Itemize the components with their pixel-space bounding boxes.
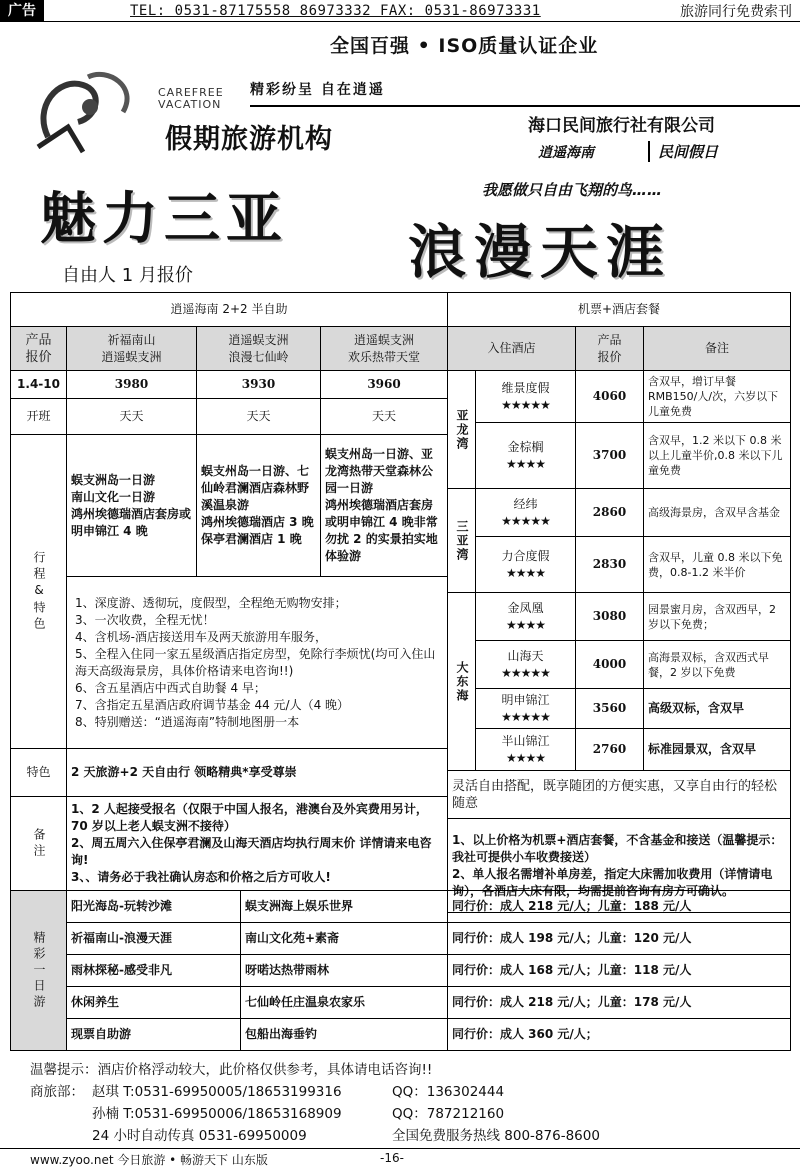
star-rating-icon: ★★★★★ xyxy=(501,397,550,412)
hotel-cell: 经纬 ★★★★★ xyxy=(476,489,576,537)
day-tours-label: 精彩一日游 xyxy=(11,891,67,1051)
feature-item: 8、特别赠送：“逍遥海南”特制地图册一本 xyxy=(75,714,300,729)
note-item: 2、周五周六入住保亭君澜及山海天酒店均执行周末价 详情请来电咨询! xyxy=(71,836,432,867)
star-rating-icon: ★★★★ xyxy=(505,617,546,632)
bottom-bar xyxy=(0,1148,800,1167)
site-line: www.zyoo.net 今日旅游 • 畅游天下 山东版 xyxy=(30,1153,268,1167)
itinerary-text: 蜈支州岛一日游、亚龙湾热带天堂森林公园一日游 鸿州埃德瑞酒店套房或明申锦江 4 晚非常勿扰 2 的实景拍实地体验游 xyxy=(321,435,448,577)
brand-area xyxy=(0,23,800,173)
star-rating-icon: ★★★★★ xyxy=(501,665,550,680)
hotel-price: 2830 xyxy=(576,537,644,593)
hotel-price: 4000 xyxy=(576,641,644,689)
tour-name: 呀喏达热带雨林 xyxy=(241,955,448,987)
tour-name: 雨林探秘-感受非凡 xyxy=(67,955,241,987)
notes-cell xyxy=(67,797,448,891)
qq-1: QQ：136302444 xyxy=(392,1084,505,1100)
hotel-note: 标准园景双，含双早 xyxy=(644,729,791,771)
col-price: 产品 报价 xyxy=(576,327,644,371)
contact-1: 赵琪 T:0531-69950005/18653199316 xyxy=(92,1084,342,1100)
left-package-table xyxy=(10,292,448,891)
star-rating-icon: ★★★★★ xyxy=(501,709,550,724)
special-text: 2 天旅游+2 天自由行 领略精典*享受尊崇 xyxy=(67,749,448,797)
carefree-text: CAREFREE VACATION xyxy=(158,86,224,111)
feature-item: 4、含机场-酒店接送用车及两天旅游用车服务， xyxy=(75,629,327,644)
hotel-cell: 山海天 ★★★★★ xyxy=(476,641,576,689)
schedule-label: 开班 xyxy=(11,399,67,435)
special-label: 特色 xyxy=(11,749,67,797)
footer xyxy=(0,1056,800,1150)
note-item: 1、以上价格为机票+酒店套餐，不含基金和接送（温馨提示：我社可提供小车收费接送） xyxy=(452,832,783,864)
qq-2: QQ：787212160 xyxy=(392,1106,505,1122)
hotel-price: 3080 xyxy=(576,593,644,641)
price-value: 3960 xyxy=(321,371,448,399)
right-special-text: 灵活自由搭配，既享随团的方便实惠，又享自由行的轻松随意 xyxy=(448,771,791,819)
agency-logos xyxy=(538,136,758,166)
price-value: 3980 xyxy=(67,371,197,399)
tour-name: 祈福南山-浪漫天涯 xyxy=(67,923,241,955)
price-title: 自由人 1 月报价 xyxy=(62,265,193,286)
product-name: 逍遥蜈支洲 欢乐热带天堂 xyxy=(321,327,448,371)
hotel-note: 含双早，儿童 0.8 米以下免费，0.8-1.2 米半价 xyxy=(644,537,791,593)
main-title-left: 魅力三亚 xyxy=(40,186,288,252)
right-package-table xyxy=(447,292,791,913)
slogan-mid: 精彩纷呈 自在逍遥 xyxy=(250,82,385,98)
star-rating-icon: ★★★★ xyxy=(505,456,546,471)
feature-item: 1、深度游、透彻玩，度假型，全程绝无购物安排； xyxy=(75,595,347,610)
date-label: 1.4-10 xyxy=(11,371,67,399)
tour-price: 同行价：成人 218 元/人；儿童：178 元/人 xyxy=(448,987,791,1019)
hotel-cell: 金凤凰 ★★★★ xyxy=(476,593,576,641)
tour-price: 同行价：成人 198 元/人；儿童：120 元/人 xyxy=(448,923,791,955)
star-rating-icon: ★★★★★ xyxy=(501,513,550,528)
product-name: 祈福南山 逍遥蜈支洲 xyxy=(67,327,197,371)
schedule-value: 天天 xyxy=(67,399,197,435)
hotel-note: 高海景双标，含双西式早餐，2 岁以下免费 xyxy=(644,641,791,689)
right-section-title: 机票+酒店套餐 xyxy=(448,293,791,327)
tour-price: 同行价：成人 360 元/人； xyxy=(448,1019,791,1051)
fax-line: 24 小时自动传真 0531-69950009 xyxy=(92,1128,307,1144)
brand-name: 假期旅游机构 xyxy=(165,124,333,155)
tour-name: 南山文化苑+素斋 xyxy=(241,923,448,955)
product-name: 逍遥蜈支洲 浪漫七仙岭 xyxy=(197,327,321,371)
bird-slogan: 我愿做只自由飞翔的鸟…… xyxy=(482,181,663,199)
itinerary-text: 蜈支州岛一日游、七仙岭君澜酒店森林野溪温泉游 鸿州埃德瑞酒店 3 晚保亭君澜酒店 1 晚 xyxy=(197,435,321,577)
product-label: 产品 报价 xyxy=(11,327,67,371)
features-cell xyxy=(67,577,448,749)
hotel-price: 3560 xyxy=(576,689,644,729)
notes-label: 备注 xyxy=(11,797,67,891)
main-title-right: 浪漫天涯 xyxy=(408,218,673,286)
slogan-top: 全国百强 • ISO质量认证企业 xyxy=(330,35,599,57)
note-item: 2、单人报名需增补单房差，指定大床需加收费用（详情请电询），各酒店大床有限，均需提前咨询有房方可确认。 xyxy=(452,866,773,898)
feature-item: 7、含指定五星酒店政府调节基金 44 元/人（4 晚） xyxy=(75,697,350,712)
itinerary-text: 蜈支洲岛一日游 南山文化一日游 鸿州埃德瑞酒店套房或明申锦江 4 晚 xyxy=(67,435,197,577)
hotel-note: 含双早，1.2 米以下 0.8 米以上儿童半价,0.8 米以下儿童免费 xyxy=(644,423,791,489)
area-label: 大东海 xyxy=(448,593,476,771)
top-strip xyxy=(0,0,800,22)
ad-tag: 广告 xyxy=(0,0,44,22)
hotel-price: 4060 xyxy=(576,371,644,423)
hotel-cell: 半山锦江 ★★★★ xyxy=(476,729,576,771)
footer-tip: 温馨提示：酒店价格浮动较大，此价格仅供参考，具体请电话咨询!! xyxy=(30,1062,433,1078)
hotel-note: 园景蜜月房，含双西早，2 岁以下免费； xyxy=(644,593,791,641)
star-rating-icon: ★★★★ xyxy=(505,750,546,765)
contact-line: TEL: 0531-87175558 86973332 FAX: 0531-86973331 xyxy=(130,2,541,19)
contact-2: 孙楠 T:0531-69950006/18653168909 xyxy=(92,1106,342,1122)
price-value: 3930 xyxy=(197,371,321,399)
hotel-cell: 维景度假 ★★★★★ xyxy=(476,371,576,423)
divider xyxy=(250,105,800,107)
agency-logo-2: 民间假日 xyxy=(648,141,718,162)
tour-name: 现票自助游 xyxy=(67,1019,241,1051)
left-section-title: 逍遥海南 2+2 半自助 xyxy=(11,293,448,327)
tour-price: 同行价：成人 218 元/人；儿童：188 元/人 xyxy=(448,891,791,923)
hotel-price: 3700 xyxy=(576,423,644,489)
brand-logo-icon xyxy=(28,67,148,157)
free-index-label: 旅游同行免费索刊 xyxy=(680,3,792,20)
tour-name: 蜈支洲海上娱乐世界 xyxy=(241,891,448,923)
feature-item: 6、含五星酒店中西式自助餐 4 早； xyxy=(75,680,266,695)
hotel-note: 高级海景房，含双早含基金 xyxy=(644,489,791,537)
hotel-note: 高级双标，含双早 xyxy=(644,689,791,729)
note-item: 3、、请务必于我社确认房态和价格之后方可收人! xyxy=(71,870,331,884)
agency-logo-1: 逍遥海南 xyxy=(538,145,594,161)
agency-name: 海口民间旅行社有限公司 xyxy=(528,116,715,136)
tour-name: 七仙岭任庄温泉农家乐 xyxy=(241,987,448,1019)
schedule-value: 天天 xyxy=(197,399,321,435)
hotel-price: 2860 xyxy=(576,489,644,537)
tour-name: 休闲养生 xyxy=(67,987,241,1019)
itinerary-label: 行程&特色 xyxy=(11,435,67,749)
hotline: 全国免费服务热线 800-876-8600 xyxy=(392,1128,600,1144)
area-label: 亚龙湾 xyxy=(448,371,476,489)
day-tours-table xyxy=(10,890,791,1051)
feature-item: 3、一次收费，全程无忧！ xyxy=(75,612,215,627)
hotel-cell: 力合度假 ★★★★ xyxy=(476,537,576,593)
col-hotel: 入住酒店 xyxy=(448,327,576,371)
hotel-note: 含双早，增订早餐 RMB150/人/次，六岁以下儿童免费 xyxy=(644,371,791,423)
tour-name: 阳光海岛-玩转沙滩 xyxy=(67,891,241,923)
hotel-price: 2760 xyxy=(576,729,644,771)
feature-item: 5、全程入住同一家五星级酒店指定房型，免除行李烦忧(均可入住山海天高级海景房，具体价格请来电咨询!!) xyxy=(75,646,436,678)
tour-price: 同行价：成人 168 元/人；儿童：118 元/人 xyxy=(448,955,791,987)
note-item: 1、2 人起接受报名（仅限于中国人报名，港澳台及外宾费用另计，70 岁以上老人蜈支洲不接待） xyxy=(71,802,428,833)
page-number: -16- xyxy=(380,1151,404,1165)
area-label: 三亚湾 xyxy=(448,489,476,593)
dept-label: 商旅部： xyxy=(30,1084,84,1100)
tour-name: 包船出海垂钓 xyxy=(241,1019,448,1051)
hotel-cell: 金棕榈 ★★★★ xyxy=(476,423,576,489)
hotel-cell: 明申锦江 ★★★★★ xyxy=(476,689,576,729)
title-block xyxy=(0,175,800,293)
schedule-value: 天天 xyxy=(321,399,448,435)
star-rating-icon: ★★★★ xyxy=(505,565,546,580)
col-note: 备注 xyxy=(644,327,791,371)
